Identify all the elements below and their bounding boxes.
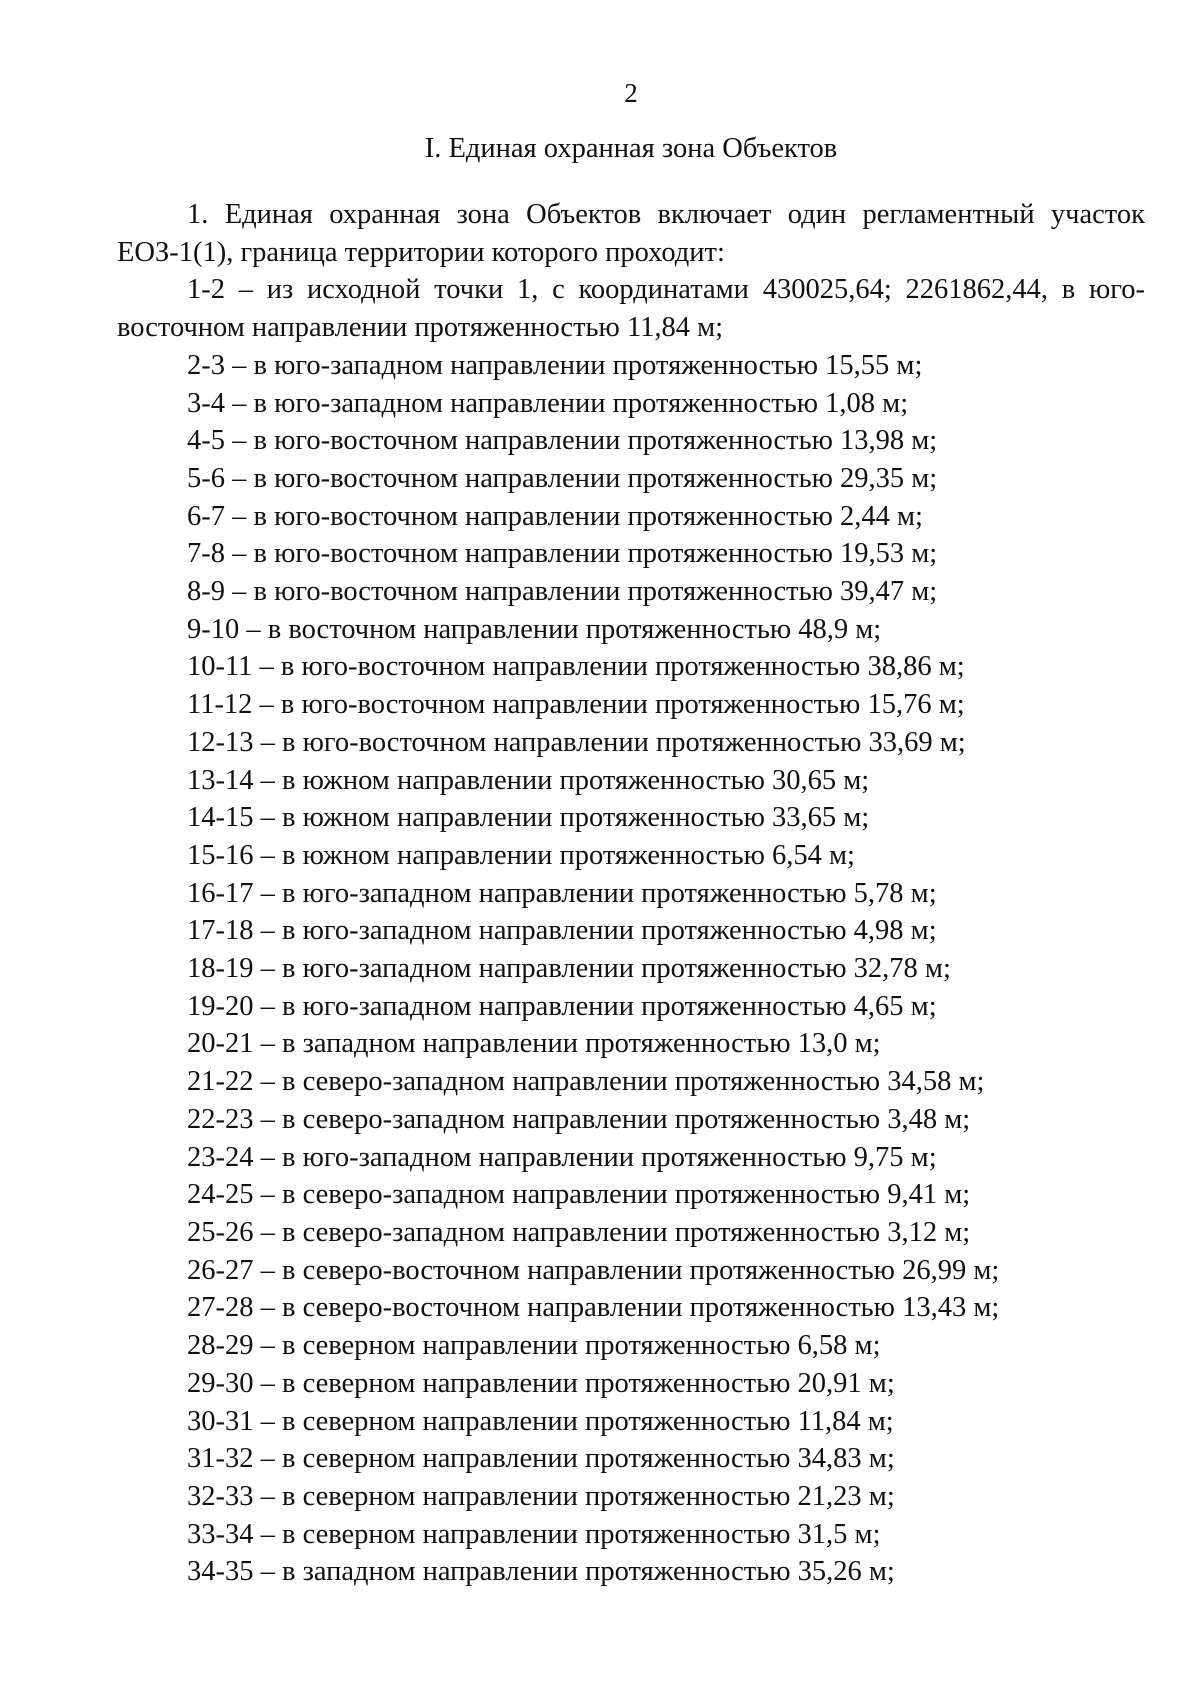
- segment-1-2: [117, 271, 1145, 346]
- boundary-segment-list: [117, 347, 1145, 1591]
- boundary-segment: 5-6 – в юго-восточном направлении протяженностью 29,35 м;: [187, 462, 938, 494]
- boundary-segment: 2-3 – в юго-западном направлении протяженностью 15,55 м;: [187, 349, 923, 381]
- boundary-segment: 16-17 – в юго-западном направлении протяженностью 5,78 м;: [187, 877, 937, 909]
- intro-paragraph: [117, 196, 1145, 271]
- boundary-segment: 31-32 – в северном направлении протяженностью 34,83 м;: [187, 1443, 895, 1475]
- boundary-segment: 26-27 – в северо-восточном направлении протяженностью 26,99 м;: [187, 1254, 1000, 1286]
- boundary-segment: 3-4 – в юго-западном направлении протяженностью 1,08 м;: [187, 387, 909, 419]
- boundary-segment: 20-21 – в западном направлении протяженностью 13,0 м;: [187, 1028, 881, 1060]
- boundary-segment: 23-24 – в юго-западном направлении протяженностью 9,75 м;: [187, 1141, 937, 1173]
- boundary-segment: 14-15 – в южном направлении протяженностью 33,65 м;: [187, 802, 870, 834]
- boundary-segment: 21-22 – в северо-западном направлении протяженностью 34,58 м;: [187, 1066, 985, 1098]
- boundary-segment: 22-23 – в северо-западном направлении протяженностью 3,48 м;: [187, 1103, 971, 1135]
- boundary-segment: 10-11 – в юго-восточном направлении протяженностью 38,86 м;: [187, 651, 965, 683]
- boundary-segment: 4-5 – в юго-восточном направлении протяженностью 13,98 м;: [187, 425, 938, 457]
- boundary-segment: 18-19 – в юго-западном направлении протяженностью 32,78 м;: [187, 953, 951, 985]
- boundary-segment: 32-33 – в северном направлении протяженностью 21,23 м;: [187, 1480, 895, 1512]
- boundary-segment: 30-31 – в северном направлении протяженностью 11,84 м;: [187, 1405, 894, 1437]
- boundary-segment: 11-12 – в юго-восточном направлении протяженностью 15,76 м;: [187, 689, 965, 721]
- boundary-segment: 8-9 – в юго-восточном направлении протяженностью 39,47 м;: [187, 576, 938, 608]
- boundary-segment: 7-8 – в юго-восточном направлении протяженностью 19,53 м;: [187, 538, 938, 570]
- intro-line-2: ЕОЗ-1(1), граница территории которого проходит:: [117, 236, 725, 268]
- boundary-segment: 24-25 – в северо-западном направлении протяженностью 9,41 м;: [187, 1179, 971, 1211]
- segment-1-2-line-2: восточном направлении протяженностью 11,84 м;: [117, 312, 724, 344]
- boundary-segment: 29-30 – в северном направлении протяженностью 20,91 м;: [187, 1367, 895, 1399]
- section-title: I. Единая охранная зона Объектов: [424, 133, 838, 164]
- boundary-segment: 15-16 – в южном направлении протяженностью 6,54 м;: [187, 839, 855, 871]
- boundary-segment: 19-20 – в юго-западном направлении протяженностью 4,65 м;: [187, 990, 937, 1022]
- page-number: 2: [624, 78, 638, 108]
- segment-1-2-line-1: 1-2 – из исходной точки 1, с координатами 430025,64; 2261862,44, в юго-: [187, 274, 1145, 306]
- boundary-segment: 12-13 – в юго-восточном направлении протяженностью 33,69 м;: [187, 726, 966, 758]
- boundary-segment: 25-26 – в северо-западном направлении протяженностью 3,12 м;: [187, 1216, 971, 1248]
- boundary-segment: 27-28 – в северо-восточном направлении протяженностью 13,43 м;: [187, 1292, 1000, 1324]
- boundary-segment: 9-10 – в восточном направлении протяженностью 48,9 м;: [187, 613, 882, 645]
- boundary-segment: 17-18 – в юго-западном направлении протяженностью 4,98 м;: [187, 915, 937, 947]
- boundary-segment: 6-7 – в юго-восточном направлении протяженностью 2,44 м;: [187, 500, 923, 532]
- boundary-segment: 28-29 – в северном направлении протяженностью 6,58 м;: [187, 1330, 881, 1362]
- boundary-segment: 13-14 – в южном направлении протяженностью 30,65 м;: [187, 764, 870, 796]
- boundary-segment: 34-35 – в западном направлении протяженностью 35,26 м;: [187, 1556, 895, 1588]
- document-body: [117, 196, 1145, 1591]
- intro-line-1: 1. Единая охранная зона Объектов включает один регламентный участок: [187, 199, 1145, 230]
- boundary-segment: 33-34 – в северном направлении протяженностью 31,5 м;: [187, 1518, 881, 1550]
